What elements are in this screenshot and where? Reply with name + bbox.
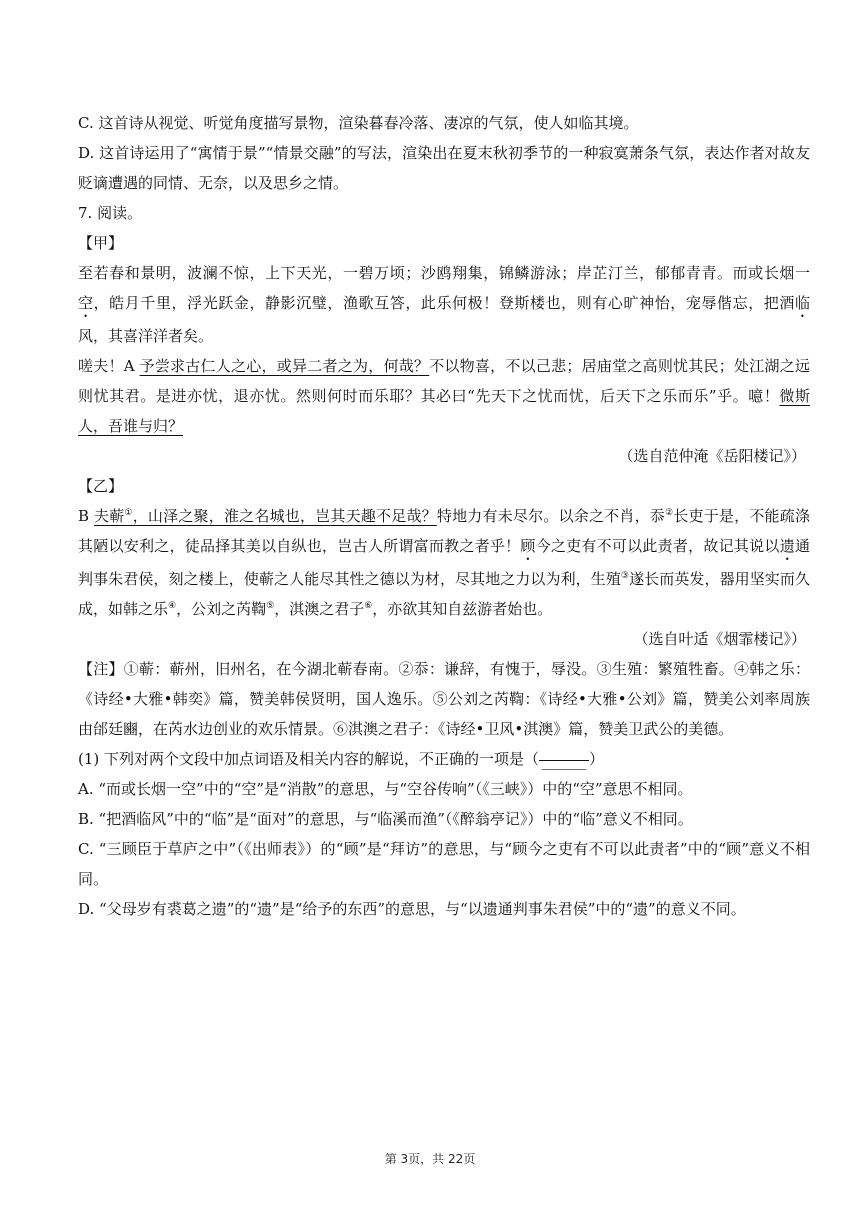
underlined-sentence-a: 予尝求古仁人之心，或异二者之为，何哉？: [139, 357, 430, 375]
footnote-mark: ④: [168, 601, 177, 611]
yi-paragraph: [78, 501, 810, 624]
text-span: (1) 下列对两个文段中加点词语及相关内容的解说，不正确的一项是（: [78, 750, 540, 768]
sub-question-1: [78, 744, 810, 774]
text-span: ，淇澳之君子: [274, 600, 365, 618]
text-span: 长吏于是，不能疏涤其陋以安利之，徒品择其美以自纵也，岂古人所谓富而教之者乎！: [78, 507, 810, 555]
text-span: 遂长而英发，器用坚实而久成，如韩之乐: [78, 570, 810, 618]
dotted-word-yi: 遗: [779, 537, 795, 555]
text-span: ，皓月千里，浮光跃金，静影沉璧，渔歌互答，此乐何极！登斯楼也，则有心旷神怡，宠辱偕忘，把酒: [93, 294, 795, 312]
text-span: 不以物喜，不以己悲；居庙堂之高则忧其民；处江湖之远则忧其君。是进亦忧，退亦忧。然则何时而乐耶？其必曰“先天下之忧而忧，后天下之乐而乐”乎。噫！: [78, 357, 810, 405]
text-span: ）: [589, 750, 605, 768]
jia-label: 【甲】: [78, 234, 124, 252]
text-span: 夫蕲: [94, 507, 125, 525]
footnote-mark: ③: [620, 571, 630, 581]
q6-option-c: C. 这首诗从视觉、听觉角度描写景物，渲染暮春冷落、凄凉的气氛，使人如临其境。: [78, 114, 639, 132]
footnote-mark: ②: [665, 508, 674, 518]
footnote-mark: ⑤: [266, 601, 275, 611]
text-span: B: [78, 507, 94, 525]
text-span: 特地力有未尽尔。以余之不肖，忝: [436, 507, 665, 525]
dotted-word-gu: 顾: [520, 537, 536, 555]
option-a: A. “而或长烟一空”中的“空”是“消散”的意思，与“空谷传响”（《三峡》）中的“空”意思不相同。: [78, 780, 693, 798]
option-b: B. “把酒临风”中的“临”是“面对”的意思，与“临溪而渔”（《醉翁亭记》）中的“临”意义不相同。: [78, 810, 693, 828]
yi-label: 【乙】: [78, 477, 124, 495]
dotted-word-lin: 临: [794, 294, 810, 312]
footnote-mark: ⑥: [364, 601, 373, 611]
text-span: ，公刘之芮鞫: [176, 600, 267, 618]
page-footer: 第 3页，共 22页: [384, 1152, 476, 1166]
text-span: 通判事朱君侯，刻之楼上，使蕲之人能尽其性之德以为材，尽其地之力以为利，生殖: [78, 537, 810, 588]
dotted-word-kong: 空: [78, 294, 94, 312]
text-span: 至若春和景明，波澜不惊，上下天光，一碧万顷；沙鸥翔集，锦鳞游泳；岸芷汀兰，郁郁青青。而或长烟一: [78, 264, 810, 282]
q6-option-d: D. 这首诗运用了“寓情于景”“情景交融”的写法，渲染出在夏末秋初季节的一种寂寞萧条气氛，表达作者对故友贬谪遭遇的同情、无奈，以及思乡之情。: [78, 144, 810, 192]
annotation-note: 【注】①蕲：蕲州，旧州名，在今湖北蕲春南。②忝：谦辞，有愧于，辱没。③生殖：繁殖牲畜。④韩之乐：《诗经•大雅•韩奕》篇，赞美韩侯贤明，国人逸乐。⑤公刘之芮鞫：《诗经•大雅•公刘》篇，赞美公刘率周族由邰廷豳，在芮水边创业的欢乐情景。⑥淇澳之君子：《诗经•卫风•淇澳》篇，赞美卫武公的美德。: [78, 660, 810, 738]
jia-paragraph-1: [78, 258, 810, 351]
jia-paragraph-2: [78, 351, 810, 441]
jia-source: （选自范仲淹《岳阳楼记》）: [618, 447, 806, 465]
underlined-sentence-b: [94, 507, 437, 525]
option-d: D. “父母岁有裘葛之遗”的“遗”是“给予的东西”的意思，与“以遗通判事朱君侯”中的“遗”的意义不同。: [78, 900, 746, 918]
text-span: 风，其喜洋洋者矣。: [78, 327, 214, 345]
text-span: 嗟夫！A: [78, 357, 140, 375]
yi-source: （选自叶适《烟霏楼记》）: [633, 630, 806, 648]
underlined-sentence-end: 微斯人，吾谁与归？: [78, 387, 810, 435]
text-span: ，亦欲其知自兹游者始也。: [372, 600, 553, 618]
answer-blank[interactable]: ______: [539, 746, 589, 761]
text-span: ，山泽之聚，淮之名城也，岂其天趣不足哉？: [132, 507, 437, 525]
footnote-mark: ①: [124, 508, 133, 518]
option-c: C. “三顾臣于草庐之中”（《出师表》）的“顾”是“拜访”的意思，与“顾今之吏有不可以此责者”中的“顾”意义不相同。: [78, 840, 810, 888]
page-content: [78, 108, 810, 924]
text-span: 今之吏有不可以此责者，故记其说以: [535, 537, 780, 555]
q7-title: 7. 阅读。: [78, 204, 143, 222]
